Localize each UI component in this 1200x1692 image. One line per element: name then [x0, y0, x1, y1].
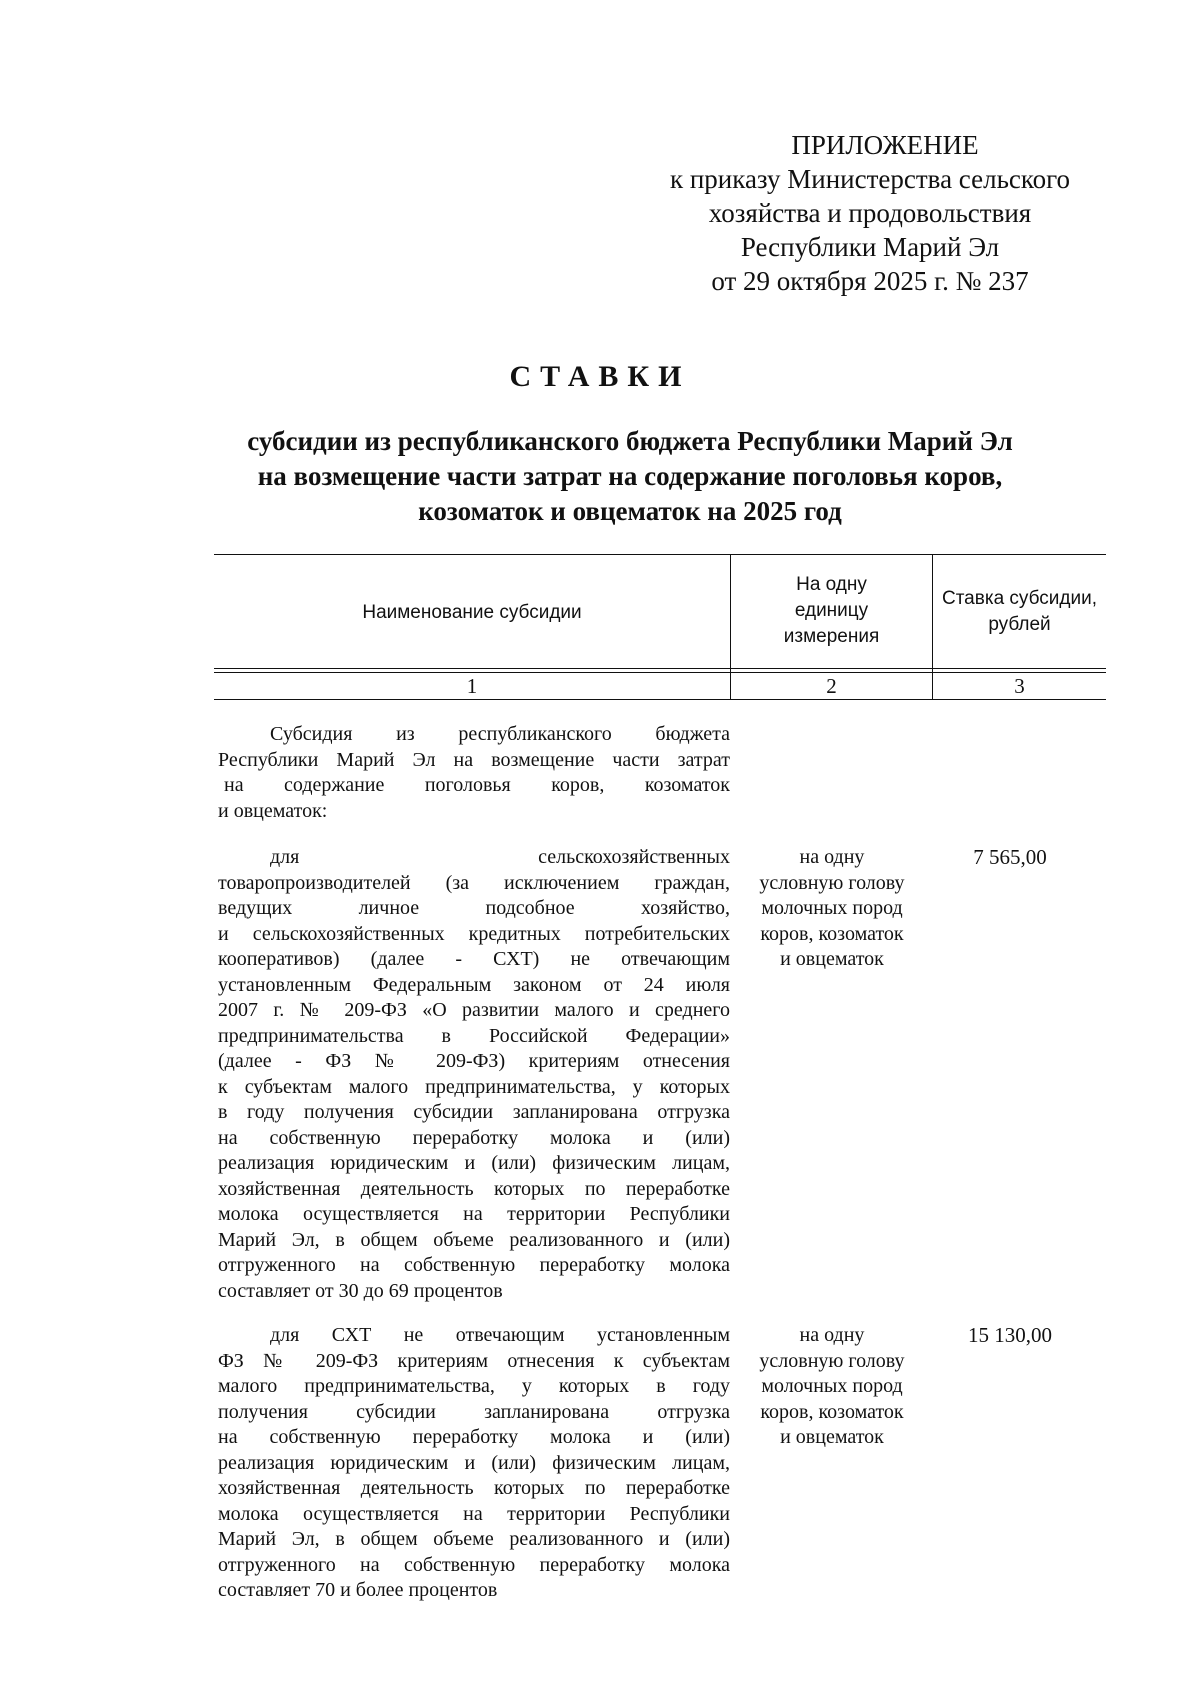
unit-line: и овцематок: [780, 1426, 884, 1448]
appendix-block: [640, 128, 1100, 298]
text-line: для СХТ не отвечающим установленным: [270, 1324, 730, 1346]
table-top-border: [214, 554, 1106, 555]
appendix-line: к приказу Министерства сельского: [669, 164, 1071, 194]
appendix-heading: ПРИЛОЖЕНИЕ: [791, 130, 979, 160]
header-unit-line: На одну: [796, 574, 867, 595]
intro-text: [218, 722, 730, 824]
subtitle-line: субсидии из республиканского бюджета Республики Марий Эл: [247, 426, 1013, 456]
header-rate-line: рублей: [988, 614, 1051, 635]
text-line: 2007 г. № 209-ФЗ «О развитии малого и среднего: [218, 999, 730, 1021]
row-1-rate: 7 565,00: [973, 845, 1047, 869]
unit-line: на одну: [799, 846, 865, 868]
text-line: Марий Эл, в общем объеме реализованного и (или): [218, 1228, 730, 1251]
text-line: отгруженного на собственную переработку молока: [218, 1553, 730, 1576]
text-line: и сельскохозяйственных кредитных потребительских: [218, 922, 730, 945]
text-line: ведущих личное подсобное хозяйство,: [218, 897, 730, 919]
text-line: составляет 70 и более процентов: [218, 1579, 498, 1601]
header-unit: [731, 572, 932, 650]
appendix-line: от 29 октября 2025 г. № 237: [711, 266, 1029, 296]
unit-line: молочных пород: [761, 897, 903, 919]
header-unit-line: единицу: [794, 600, 869, 621]
document-title: СТАВКИ: [509, 360, 691, 393]
row-2-rate: 15 130,00: [968, 1323, 1052, 1347]
text-line: к субъектам малого предпринимательства, у которых: [218, 1075, 730, 1098]
text-line: отгруженного на собственную переработку молока: [218, 1254, 730, 1276]
text-line: ФЗ № 209-ФЗ критериям отнесения к субъектам: [218, 1349, 730, 1372]
row-2-description: [218, 1323, 730, 1604]
text-line: в году получения субсидии запланирована отгрузка: [218, 1101, 730, 1123]
document-subtitle: [200, 424, 1060, 529]
header-divider-double: [214, 672, 1106, 673]
text-line: для сельскохозяйственных: [270, 846, 730, 868]
header-rate: [933, 586, 1106, 638]
table-header: [214, 554, 1106, 702]
subtitle-line: козоматок и овцематок на 2025 год: [418, 496, 842, 526]
appendix-line: Республики Марий Эл: [740, 232, 1000, 262]
column-numbers-border: [214, 699, 1106, 700]
text-line: молока осуществляется на территории Республики: [218, 1502, 730, 1525]
unit-line: коров, козоматок: [760, 1400, 904, 1423]
column-number: 1: [466, 674, 478, 698]
text-line: реализация юридическим и (или) физическим лицам,: [218, 1451, 730, 1474]
text-line: установленным Федеральным законом от 24 июля: [218, 973, 730, 996]
row-2-unit: [742, 1323, 922, 1451]
text-line: (далее - ФЗ № 209-ФЗ) критериям отнесения: [218, 1050, 730, 1072]
text-line: на содержание поголовья коров, козоматок: [224, 774, 730, 796]
unit-line: коров, козоматок: [760, 922, 904, 945]
row-1-description: [218, 845, 730, 1304]
text-line: Субсидия из республиканского бюджета: [270, 723, 730, 745]
header-divider: [214, 668, 1106, 669]
unit-line: условную голову: [759, 871, 905, 894]
text-line: кооперативов) (далее - СХТ) не отвечающим: [218, 948, 730, 970]
text-line: реализация юридическим и (или) физическим лицам,: [218, 1152, 730, 1174]
header-unit-line: измерения: [783, 626, 880, 647]
column-number: 3: [1014, 674, 1025, 698]
column-number: 2: [826, 674, 837, 698]
appendix-line: хозяйства и продовольствия: [708, 198, 1032, 228]
unit-line: на одну: [799, 1324, 865, 1346]
text-line: на собственную переработку молока и (или): [218, 1126, 730, 1149]
unit-line: молочных пород: [761, 1375, 903, 1397]
text-line: молока осуществляется на территории Республики: [218, 1203, 730, 1225]
unit-line: и овцематок: [780, 948, 884, 970]
row-1-unit: [742, 845, 922, 973]
text-line: на собственную переработку молока и (или): [218, 1426, 730, 1448]
text-line: товаропроизводителей (за исключением граждан,: [218, 871, 730, 894]
text-line: Марий Эл, в общем объеме реализованного и (или): [218, 1528, 730, 1550]
text-line: малого предпринимательства, у которых в году: [218, 1375, 730, 1397]
header-name-of-subsidy: Наименование субсидии: [362, 602, 582, 623]
text-line: Республики Марий Эл на возмещение части затрат: [218, 748, 730, 771]
unit-line: условную голову: [759, 1349, 905, 1372]
text-line: получения субсидии запланирована отгрузка: [218, 1400, 730, 1423]
header-rate-line: Ставка субсидии,: [941, 588, 1098, 609]
text-line: хозяйственная деятельность которых по переработке: [218, 1177, 730, 1200]
subtitle-line: на возмещение части затрат на содержание поголовья коров,: [257, 461, 1003, 491]
text-line: хозяйственная деятельность которых по переработке: [218, 1477, 730, 1499]
text-line: и овцематок:: [218, 799, 328, 822]
text-line: составляет от 30 до 69 процентов: [218, 1279, 503, 1302]
text-line: предпринимательства в Российской Федерации»: [218, 1024, 730, 1047]
